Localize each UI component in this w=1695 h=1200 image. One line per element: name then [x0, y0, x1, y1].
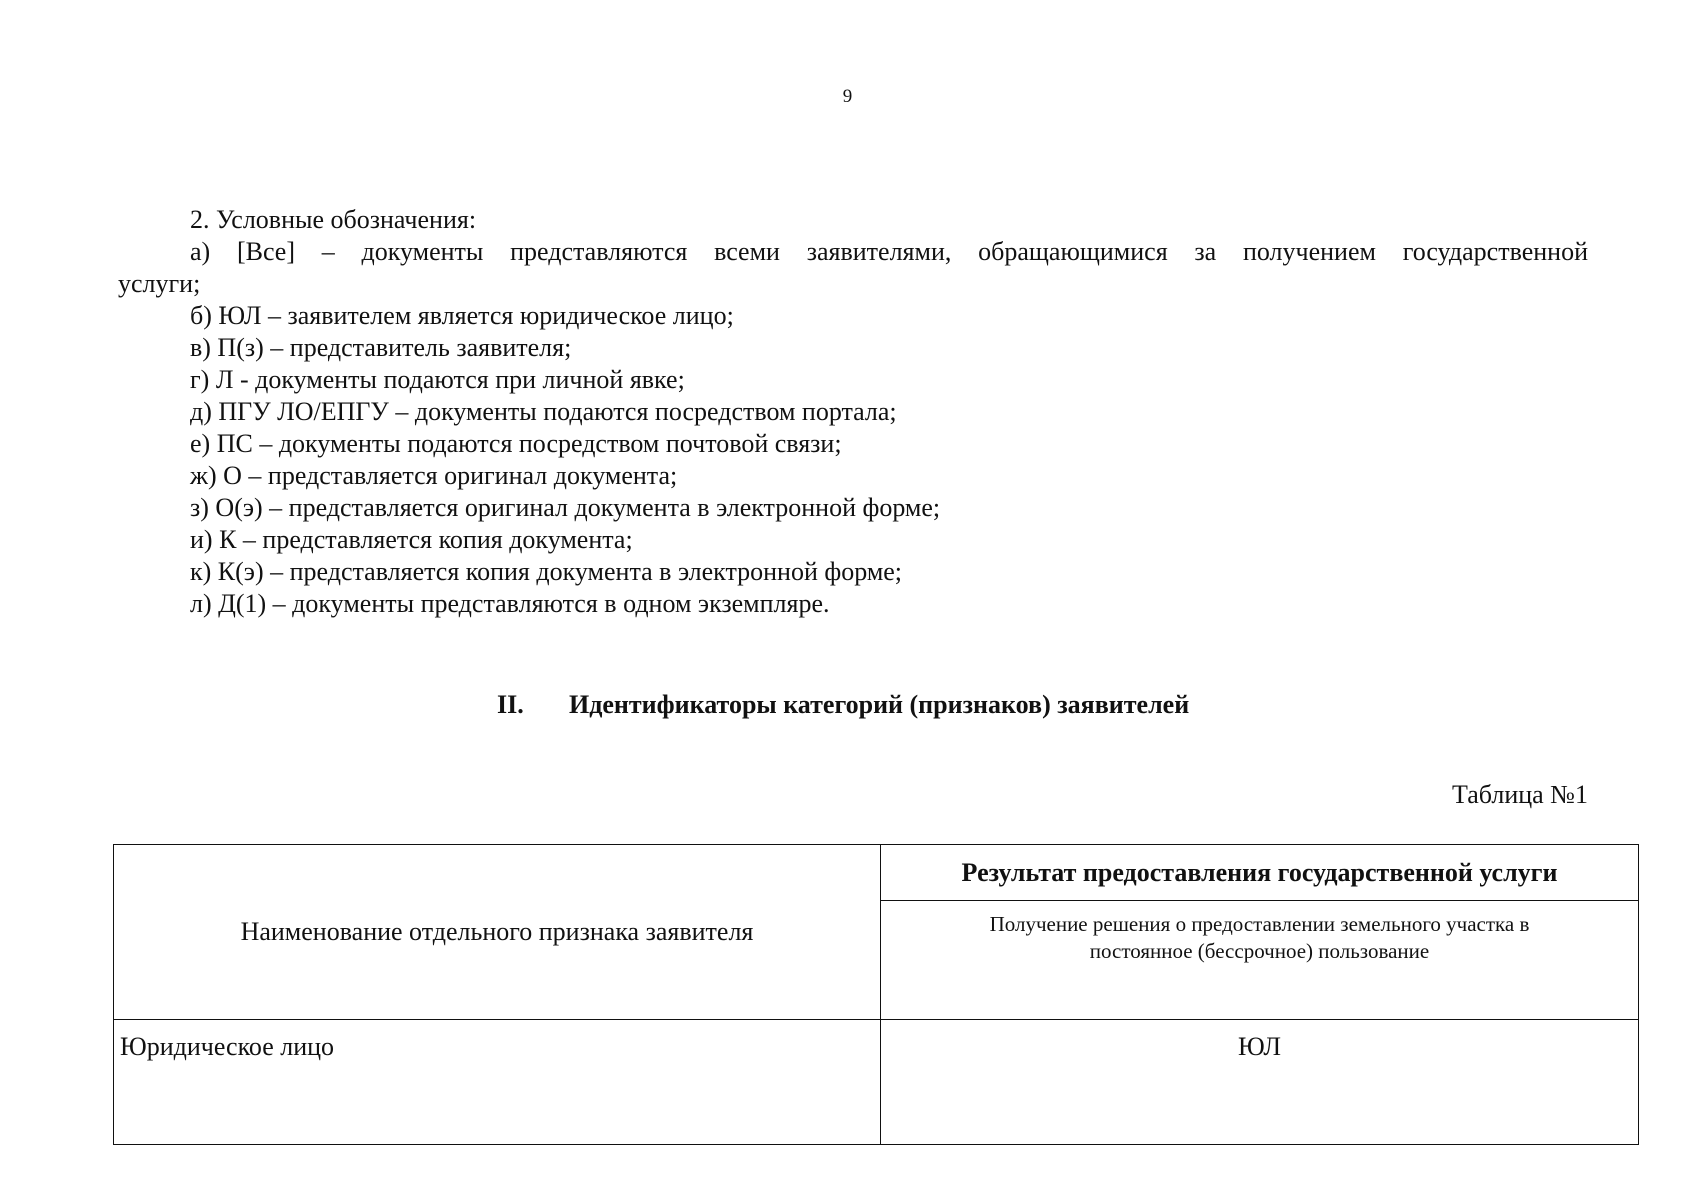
header-right-cell: Результат предоставления государственной услуги [881, 845, 1639, 901]
table-caption: Таблица №1 [1451, 780, 1588, 809]
applicant-categories-table [113, 844, 1639, 1145]
legend-item: а) [Все] – документы представляются всеми заявителями, обращающимися за получением государственной [190, 237, 1588, 266]
subheader-right-cell [881, 901, 1639, 1020]
section-number: II. [497, 690, 524, 719]
legend-item: д) ПГУ ЛО/ЕПГУ – документы подаются посредством портала; [190, 397, 897, 426]
page-number: 9 [842, 86, 853, 107]
row-value-cell: ЮЛ [881, 1020, 1639, 1145]
section-heading [497, 690, 1189, 720]
subheader-line: Получение решения о предоставлении земельного участка в [989, 912, 1530, 936]
section-title: Идентификаторы категорий (признаков) заявителей [569, 690, 1190, 719]
legend-item: г) Л - документы подаются при личной явке; [190, 365, 685, 394]
legend-item: е) ПС – документы подаются посредством почтовой связи; [190, 429, 842, 458]
row-name-cell: Юридическое лицо [114, 1020, 881, 1145]
legend-block [118, 204, 1588, 620]
legend-item-continuation: услуги; [118, 269, 201, 298]
legend-item: з) О(э) – представляется оригинал документа в электронной форме; [190, 493, 941, 522]
legend-item: л) Д(1) – документы представляются в одном экземпляре. [190, 589, 830, 618]
legend-item: ж) О – представляется оригинал документа; [190, 461, 678, 490]
legend-item: и) К – представляется копия документа; [190, 525, 633, 554]
table-row [114, 1020, 1639, 1145]
legend-item: в) П(з) – представитель заявителя; [190, 333, 572, 362]
legend-item: б) ЮЛ – заявителем является юридическое лицо; [190, 301, 734, 330]
legend-item: к) К(э) – представляется копия документа в электронной форме; [190, 557, 903, 586]
legend-intro: 2. Условные обозначения: [190, 205, 477, 234]
subheader-line: постоянное (бессрочное) пользование [1089, 939, 1430, 963]
header-left-cell: Наименование отдельного признака заявителя [114, 845, 881, 1020]
table-header-row [114, 845, 1639, 901]
